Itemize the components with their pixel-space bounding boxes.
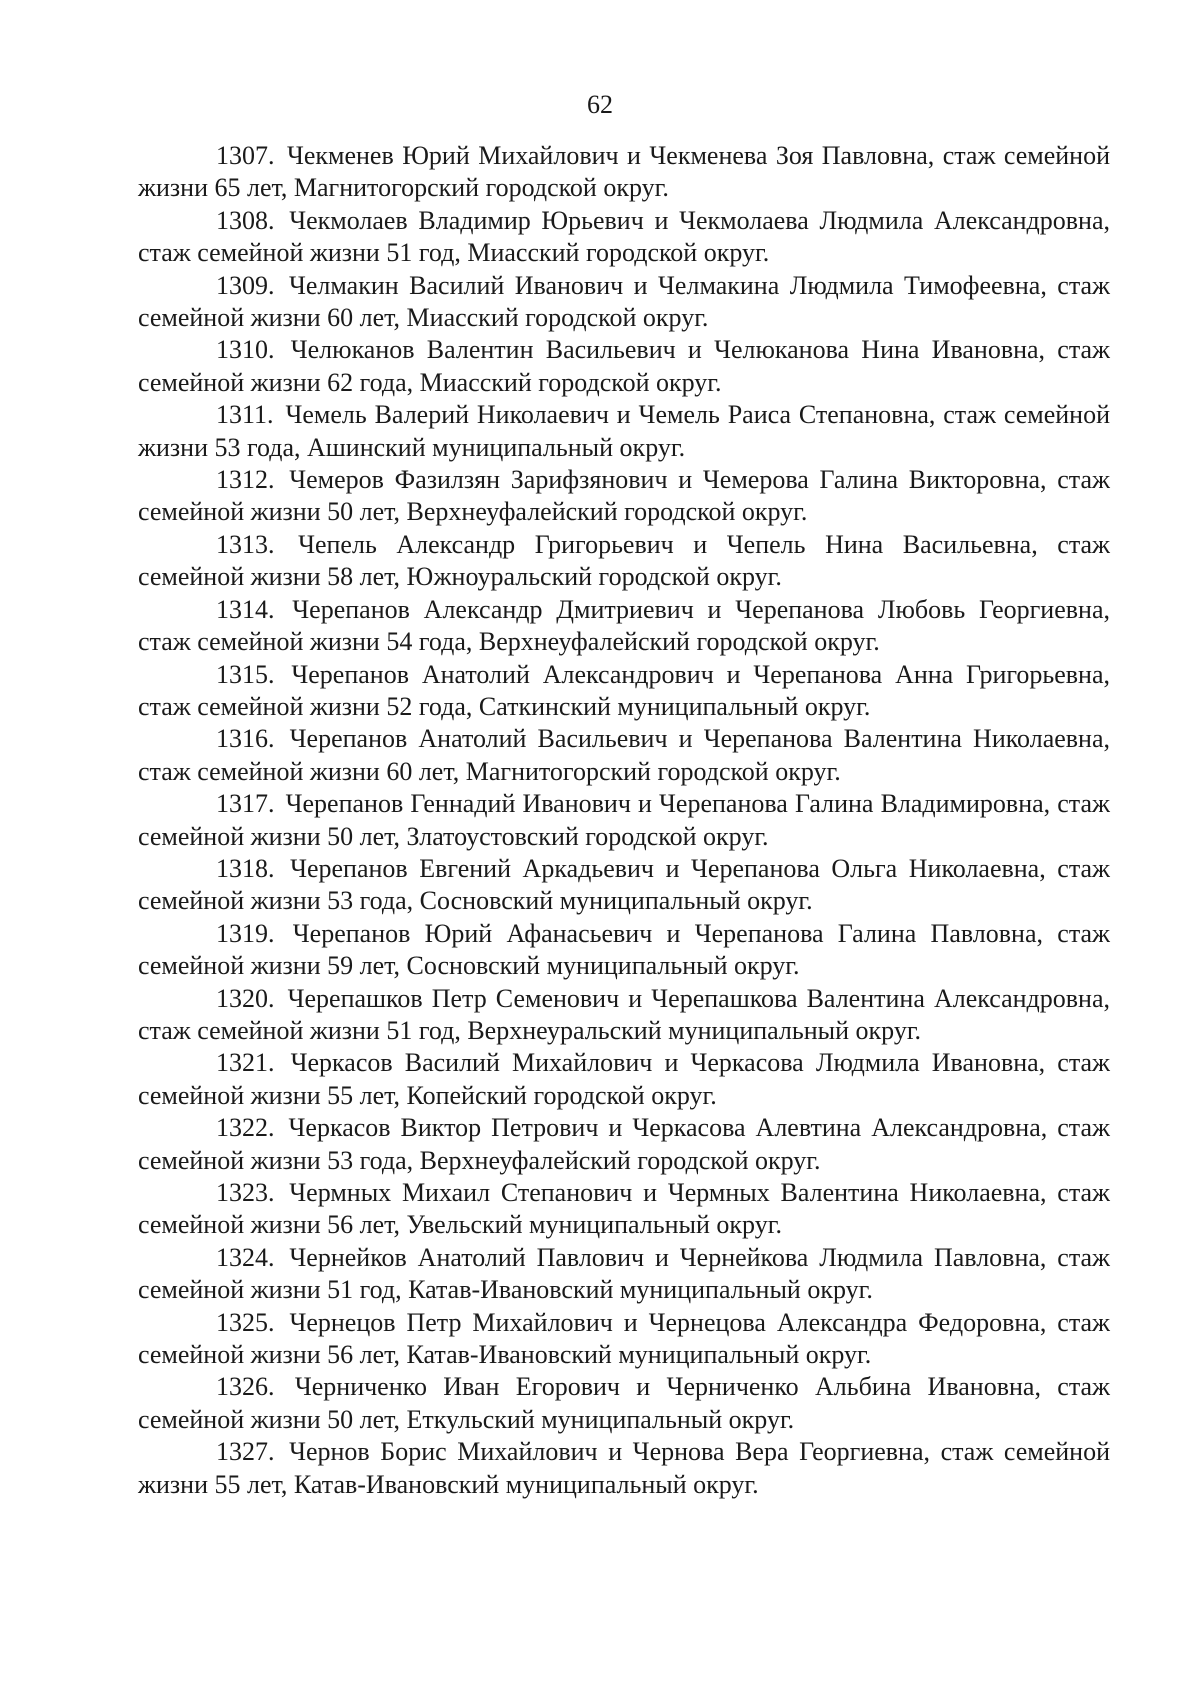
entry-text: Чепель Александр Григорьевич и Чепель Нина Васильевна, стаж семейной жизни 58 лет, Южноуральский городской округ.	[138, 529, 1111, 592]
entry-text: Челюканов Валентин Васильевич и Челюканова Нина Ивановна, стаж семейной жизни 62 года, Миасский городской округ.	[138, 335, 1111, 397]
list-item	[138, 918, 1110, 983]
entry-number: 1315.	[216, 659, 275, 689]
entry-number: 1325.	[216, 1307, 275, 1337]
entry-number: 1311.	[216, 400, 274, 430]
list-item	[138, 594, 1110, 659]
list-item	[138, 140, 1110, 205]
list-item	[138, 205, 1110, 270]
list-item	[138, 723, 1110, 788]
entry-number: 1310.	[216, 335, 275, 365]
entry-text: Черкасов Виктор Петрович и Черкасова Алевтина Александровна, стаж семейной жизни 53 года, Верхнеуфалейский городской округ.	[138, 1113, 1110, 1175]
entry-number: 1313.	[216, 529, 275, 559]
list-item	[138, 334, 1110, 399]
entry-number: 1326.	[216, 1372, 275, 1402]
entry-text: Черепанов Анатолий Александрович и Черепанова Анна Григорьевна, стаж семейной жизни 52 года, Саткинский муниципальный округ.	[138, 659, 1111, 721]
entry-text: Черкасов Василий Михайлович и Черкасова Людмила Ивановна, стаж семейной жизни 55 лет, Копейский городской округ.	[138, 1048, 1110, 1110]
entry-text: Черепашков Петр Семенович и Черепашкова Валентина Александровна, стаж семейной жизни 51 год, Верхнеуральский муниципальный округ.	[138, 983, 1110, 1045]
page-number: 62	[587, 90, 613, 119]
list-item	[138, 853, 1110, 918]
list-item	[138, 1177, 1110, 1242]
entry-text: Чекменев Юрий Михайлович и Чекменева Зоя Павловна, стаж семейной жизни 65 лет, Магнитогорский городской округ.	[138, 141, 1110, 203]
entry-number: 1314.	[216, 594, 275, 624]
entry-text: Черепанов Геннадий Иванович и Черепанова Галина Владимировна, стаж семейной жизни 50 лет, Златоустовский городской округ.	[138, 789, 1110, 851]
list-item	[138, 1242, 1110, 1307]
list-item	[138, 464, 1110, 529]
entry-number: 1319.	[216, 918, 275, 948]
entry-number: 1324.	[216, 1242, 275, 1272]
entry-text: Черепанов Александр Дмитриевич и Черепанова Любовь Георгиевна, стаж семейной жизни 54 года, Верхнеуфалейский городской округ.	[138, 594, 1110, 657]
entry-number: 1316.	[216, 724, 275, 754]
entry-number: 1321.	[216, 1048, 275, 1078]
entry-number: 1307.	[216, 141, 275, 170]
entry-text: Черепанов Анатолий Васильевич и Черепанова Валентина Николаевна, стаж семейной жизни 60 лет, Магнитогорский городской округ.	[138, 724, 1110, 786]
entry-number: 1317.	[216, 789, 275, 819]
entry-text: Чемель Валерий Николаевич и Чемель Раиса Степановна, стаж семейной жизни 53 года, Ашинский муниципальный округ.	[138, 400, 1111, 462]
entry-number: 1309.	[216, 270, 275, 300]
entry-text: Чермных Михаил Степанович и Чермных Валентина Николаевна, стаж семейной жизни 56 лет, Увельский муниципальный округ.	[138, 1178, 1111, 1240]
list-item	[138, 1112, 1110, 1177]
entry-text: Чемеров Фазилзян Зарифзянович и Чемерова Галина Викторовна, стаж семейной жизни 50 лет, Верхнеуфалейский городской округ.	[138, 465, 1110, 527]
list-item	[138, 788, 1110, 853]
entry-text: Челмакин Василий Иванович и Челмакина Людмила Тимофеевна, стаж семейной жизни 60 лет, Миасский городской округ.	[138, 270, 1111, 333]
entry-text: Чернов Борис Михайлович и Чернова Вера Георгиевна, стаж семейной жизни 55 лет, Катав-Ивановский муниципальный округ.	[138, 1437, 1111, 1499]
list-item	[138, 659, 1110, 724]
entry-number: 1320.	[216, 983, 275, 1013]
entry-number: 1327.	[216, 1437, 275, 1467]
entry-text: Чернецов Петр Михайлович и Чернецова Александра Федоровна, стаж семейной жизни 56 лет, Катав-Ивановский муниципальный округ.	[138, 1307, 1111, 1370]
list-item	[138, 1307, 1110, 1372]
entries-list	[138, 140, 1110, 1501]
list-item	[138, 399, 1110, 464]
list-item	[138, 1371, 1110, 1436]
entry-text: Черепанов Юрий Афанасьевич и Черепанова Галина Павловна, стаж семейной жизни 59 лет, Сосновский муниципальный округ.	[138, 918, 1110, 981]
entry-number: 1312.	[216, 465, 275, 495]
entry-number: 1322.	[216, 1113, 275, 1143]
list-item	[138, 270, 1110, 335]
entry-text: Черепанов Евгений Аркадьевич и Черепанова Ольга Николаевна, стаж семейной жизни 53 года, Сосновский муниципальный округ.	[138, 853, 1111, 916]
list-item	[138, 529, 1110, 594]
entry-text: Черниченко Иван Егорович и Черниченко Альбина Ивановна, стаж семейной жизни 50 лет, Еткульский муниципальный округ.	[138, 1372, 1111, 1434]
list-item	[138, 1047, 1110, 1112]
list-item	[138, 983, 1110, 1048]
entry-number: 1318.	[216, 853, 275, 883]
entry-text: Чернейков Анатолий Павлович и Чернейкова Людмила Павловна, стаж семейной жизни 51 год, Катав-Ивановский муниципальный округ.	[138, 1242, 1111, 1305]
entry-number: 1323.	[216, 1178, 275, 1207]
entry-text: Чекмолаев Владимир Юрьевич и Чекмолаева Людмила Александровна, стаж семейной жизни 51 год, Миасский городской округ.	[138, 205, 1111, 268]
list-item	[138, 1436, 1110, 1501]
entry-number: 1308.	[216, 205, 275, 235]
